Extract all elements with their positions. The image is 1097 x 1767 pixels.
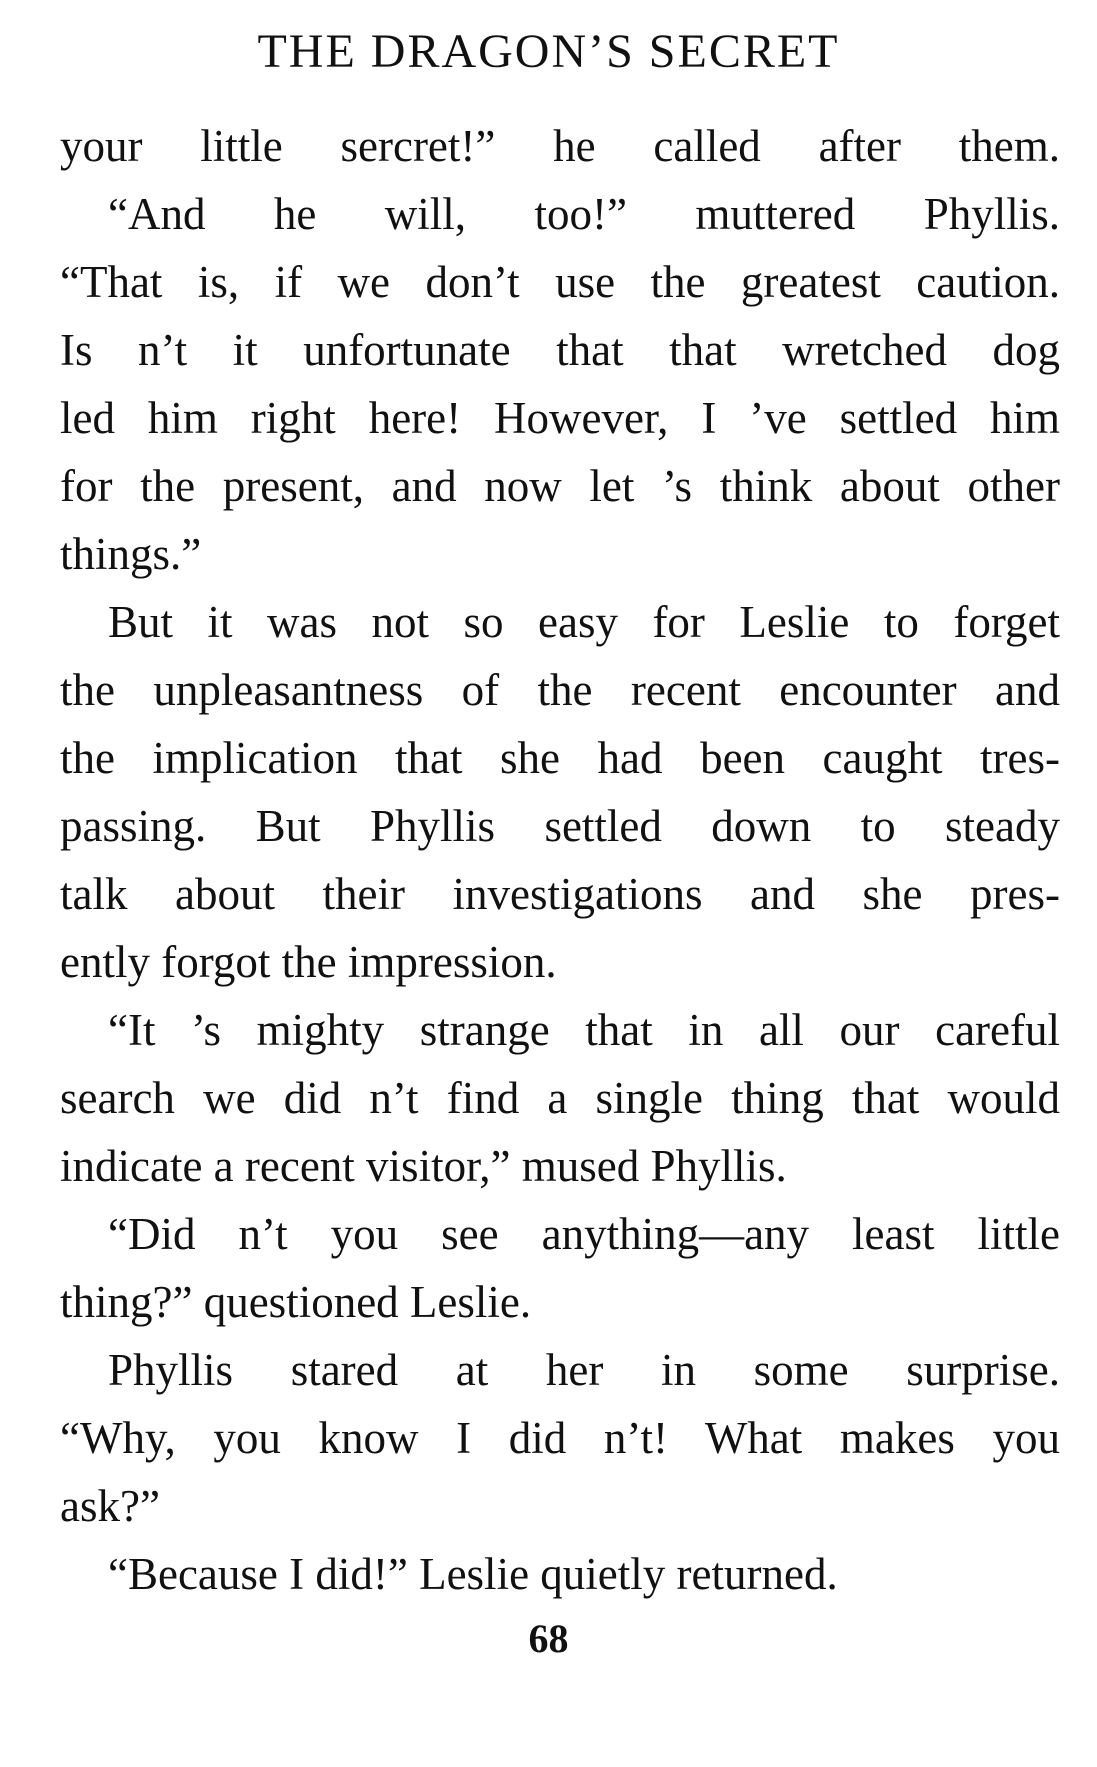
text-line: search we did n’t find a single thing that would <box>60 1073 1060 1123</box>
text-line: passing. But Phyllis settled down to steady <box>60 801 1060 851</box>
text-line: ently forgot the impression. <box>60 937 557 987</box>
body-text <box>60 112 1060 1608</box>
text-line: “It ’s mighty strange that in all our careful <box>108 1005 1060 1055</box>
text-line: But it was not so easy for Leslie to forget <box>108 597 1060 647</box>
text-line: indicate a recent visitor,” mused Phyllis. <box>60 1141 787 1191</box>
text-line: thing?” questioned Leslie. <box>60 1277 532 1327</box>
text-line: for the present, and now let ’s think about other <box>60 461 1060 511</box>
text-line: “Why, you know I did n’t! What makes you <box>60 1413 1060 1463</box>
text-line: “That is, if we don’t use the greatest caution. <box>60 257 1060 307</box>
text-line: the unpleasantness of the recent encounter and <box>60 665 1060 715</box>
text-line: ask?” <box>60 1481 160 1531</box>
text-line: “Did n’t you see anything—any least little <box>108 1209 1060 1259</box>
text-line: led him right here! However, I ’ve settled him <box>60 393 1060 443</box>
text-line: “Because I did!” Leslie quietly returned. <box>108 1549 838 1599</box>
text-line: your little sercret!” he called after them. <box>60 121 1060 171</box>
text-line: Phyllis stared at her in some surprise. <box>108 1345 1060 1395</box>
running-head: THE DRAGON’S SECRET <box>257 25 840 78</box>
text-line: the implication that she had been caught tres- <box>60 733 1060 783</box>
text-line: talk about their investigations and she pres- <box>60 869 1060 919</box>
text-line: Is n’t it unfortunate that that wretched dog <box>60 325 1060 375</box>
text-line: “And he will, too!” muttered Phyllis. <box>108 189 1060 239</box>
page-number: 68 <box>528 1616 569 1661</box>
text-line: things.” <box>60 529 202 579</box>
